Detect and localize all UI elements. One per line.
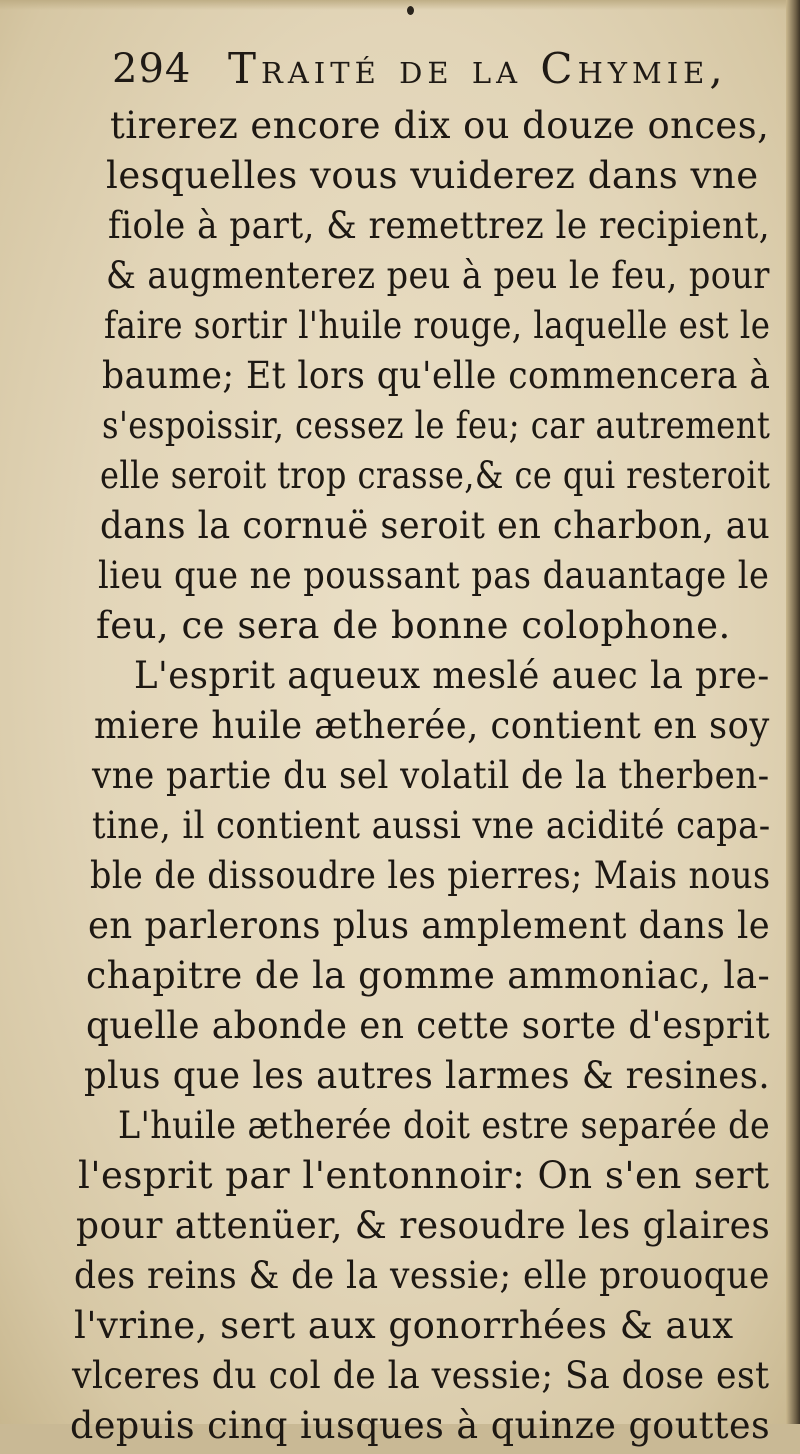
text-line: elle seroit trop crasse,& ce qui resteroit — [100, 454, 771, 497]
running-head: Traité de la Chymie, — [228, 44, 728, 93]
text-line: depuis cinq iusques à quinze gouttes — [70, 1404, 771, 1447]
text-line: des reins & de la vessie; elle prouoque — [74, 1254, 770, 1297]
page-right-edge — [786, 0, 800, 1424]
text-line: L'esprit aqueux meslé auec la pre- — [134, 654, 770, 697]
text-line: lieu que ne poussant pas dauantage le — [98, 554, 770, 597]
ink-spot — [407, 6, 414, 15]
text-line: plus que les autres larmes & resines. — [84, 1054, 771, 1097]
page-number: 294 — [112, 46, 192, 92]
text-line: faire sortir l'huile rouge, laquelle est le — [104, 304, 771, 347]
text-line: pour attenüer, & resoudre les glaires — [76, 1204, 771, 1247]
text-line: dans la cornuë seroit en charbon, au — [100, 504, 771, 547]
text-line: s'espoissir, cessez le feu; car autrement — [102, 404, 771, 447]
text-line: ble de dissoudre les pierres; Mais nous — [90, 854, 771, 897]
text-line: vlceres du col de la vessie; Sa dose est — [72, 1354, 770, 1397]
text-line: fiole à part, & remettrez le recipient, — [108, 204, 771, 247]
text-line: lesquelles vous vuiderez dans vne — [106, 154, 759, 197]
text-line: en parlerons plus amplement dans le — [88, 904, 771, 947]
page-header — [112, 42, 772, 98]
text-line: tine, il contient aussi vne acidité capa- — [92, 804, 771, 847]
text-line: vne partie du sel volatil de la therben- — [92, 754, 770, 797]
text-line: L'huile ætherée doit estre separée de — [118, 1104, 771, 1147]
text-line: l'vrine, sert aux gonorrhées & aux — [74, 1304, 734, 1347]
text-line: baume; Et lors qu'elle commencera à — [102, 354, 771, 397]
text-line: quelle abonde en cette sorte d'esprit — [86, 1004, 771, 1047]
page-top-shadow — [0, 0, 800, 10]
text-line: tirerez encore dix ou douze onces, — [110, 104, 770, 147]
text-line: & augmenterez peu à peu le feu, pour — [106, 254, 770, 297]
text-line: feu, ce sera de bonne colophone. — [96, 604, 731, 647]
text-line: l'esprit par l'entonnoir: On s'en sert — [78, 1154, 770, 1197]
text-line: chapitre de la gomme ammoniac, la- — [86, 954, 771, 997]
text-line: miere huile ætherée, contient en soy — [94, 704, 770, 747]
